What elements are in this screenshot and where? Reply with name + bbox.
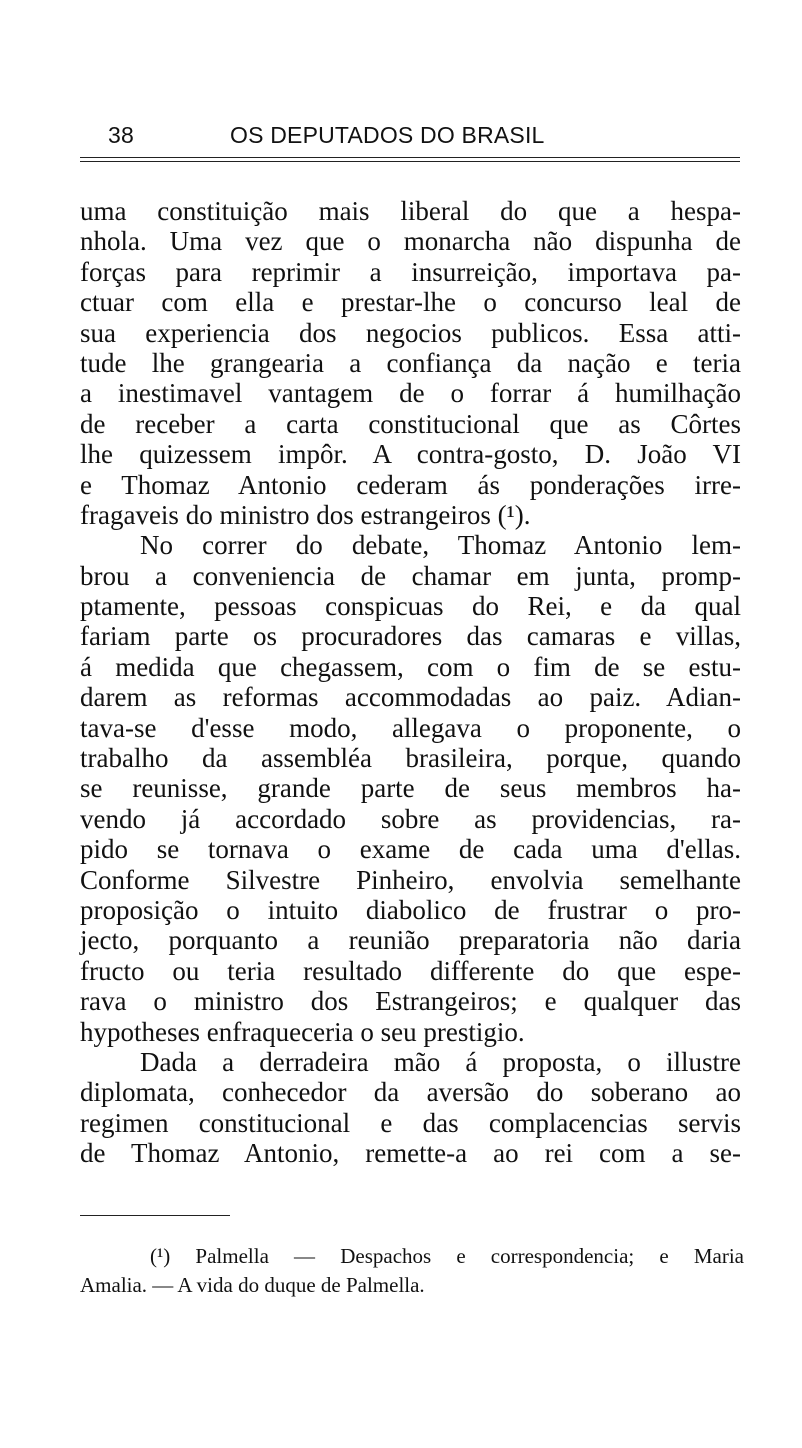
text-line: fructo ou teria resultado differente do que espe- bbox=[80, 955, 741, 986]
text-line: de Thomaz Antonio, remette-a ao rei com a se- bbox=[80, 1138, 741, 1169]
header-rule-bottom bbox=[80, 161, 740, 162]
text-line: ptamente, pessoas conspicuas do Rei, e da qual bbox=[80, 591, 741, 622]
text-line: forças para reprimir a insurreição, importava pa- bbox=[80, 256, 741, 287]
text-line: Conforme Silvestre Pinheiro, envolvia semelhante bbox=[80, 864, 741, 895]
body-text bbox=[80, 196, 741, 1169]
text-line: rava o ministro dos Estrangeiros; e qualquer das bbox=[80, 986, 741, 1017]
text-line: se reunisse, grande parte de seus membros ha- bbox=[80, 773, 741, 804]
text-line: brou a conveniencia de chamar em junta, promp- bbox=[80, 560, 741, 591]
text-line: Dada a derradeira mão á proposta, o illustre bbox=[140, 1046, 741, 1077]
running-head bbox=[80, 122, 740, 158]
text-line: lhe quizessem impôr. A contra-gosto, D. João VI bbox=[80, 439, 741, 470]
footnote-line: (¹) Palmella — Despachos e correspondencia; e Maria bbox=[150, 1244, 744, 1268]
text-line: proposição o intuito diabolico de frustrar o pro- bbox=[80, 894, 741, 925]
text-line: sua experiencia dos negocios publicos. Essa atti- bbox=[80, 317, 741, 348]
text-line: fariam parte os procuradores das camaras e villas, bbox=[80, 621, 741, 652]
text-line: tude lhe grangearia a confiança da nação e teria bbox=[80, 347, 741, 378]
text-line: uma constituição mais liberal do que a hespa- bbox=[80, 196, 741, 226]
footnote-line: Amalia. — A vida do duque de Palmella. bbox=[80, 1273, 425, 1297]
text-line: á medida que chegassem, com o fim de se estu- bbox=[80, 651, 741, 682]
text-line: de receber a carta constitucional que as Côrtes bbox=[80, 408, 741, 439]
text-line: diplomata, conhecedor da aversão do soberano ao bbox=[80, 1077, 741, 1108]
footnote-rule bbox=[80, 1215, 230, 1216]
page-number: 38 bbox=[108, 122, 134, 148]
text-line: ctuar com ella e prestar-lhe o concurso leal de bbox=[80, 287, 741, 318]
footnote bbox=[80, 1242, 744, 1300]
text-line: tava-se d'esse modo, allegava o proponente, o bbox=[80, 712, 741, 743]
text-line: jecto, porquanto a reunião preparatoria não daria bbox=[80, 925, 741, 956]
text-line: darem as reformas accommodadas ao paiz. Adian- bbox=[80, 682, 741, 713]
text-line: pido se tornava o exame de cada uma d'ellas. bbox=[80, 834, 741, 865]
text-line: trabalho da assembléa brasileira, porque, quando bbox=[80, 743, 741, 774]
text-line: vendo já accordado sobre as providencias, ra- bbox=[80, 803, 741, 834]
text-line: regimen constitucional e das complacencias servis bbox=[80, 1107, 741, 1138]
text-line: e Thomaz Antonio cederam ás ponderações irre- bbox=[80, 469, 741, 500]
text-line: a inestimavel vantagem de o forrar á humilhação bbox=[80, 378, 741, 409]
text-line: No correr do debate, Thomaz Antonio lem- bbox=[140, 530, 741, 561]
text-line: fragaveis do ministro dos estrangeiros (¹). bbox=[80, 499, 531, 530]
header-rule-top bbox=[80, 157, 740, 158]
text-line: hypotheses enfraqueceria o seu prestigio. bbox=[80, 1016, 525, 1047]
running-title: OS DEPUTADOS DO BRASIL bbox=[230, 122, 545, 148]
text-line: nhola. Uma vez que o monarcha não dispunha de bbox=[80, 226, 741, 257]
